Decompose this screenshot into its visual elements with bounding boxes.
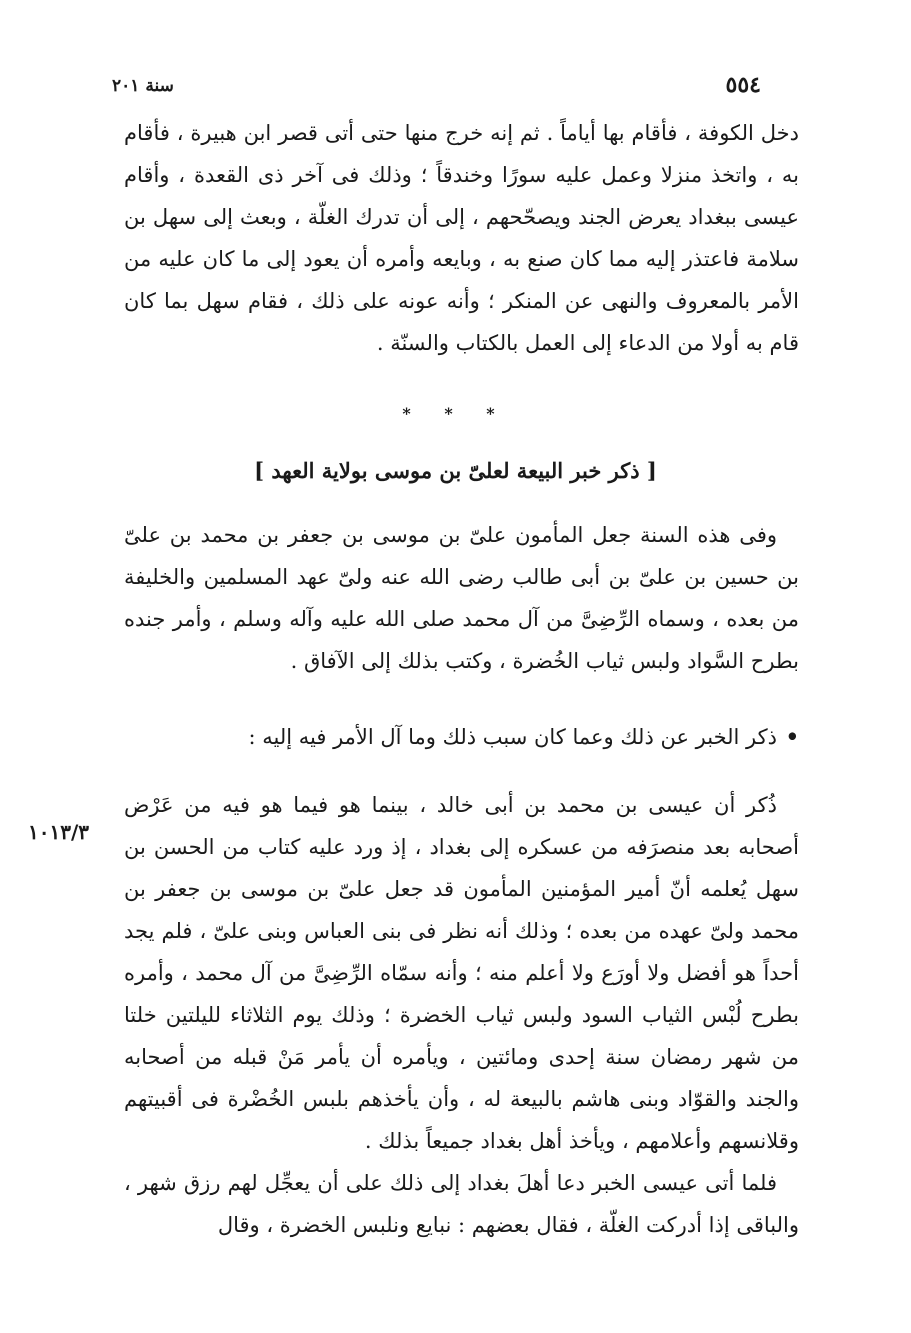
paragraph-text: دخل الكوفة ، فأقام بها أياماً . ثم إنه خرج منها حتى أتى قصر ابن هبيرة ، فأقام به ، واتخذ منزلا وعمل عليه سورًا وخندقاً ؛ وذلك فى آخر ذى القعدة ، وأقام عيسى ببغداد يعرض الجند ويصحّحهم ، إلى أن تدرك الغلّة ، وبعث إلى سهل بن سلامة فاعتذر إليه مما كان صنع به ، وبايعه وأمره أن يعود إلى ما كان عليه من الأمر بالمعروف والنهى عن المنكر ؛ وأنه عونه على ذلك ، فقام سهل بما كان قام به أولا من الدعاء إلى العمل بالكتاب والسنّة . — [124, 121, 799, 355]
paragraph-appointment — [124, 514, 799, 682]
section-heading: [ ذكر خبر البيعة لعلىّ بن موسى بولاية العهد ] — [254, 458, 657, 483]
margin-reference: ١٠١٣/٣ — [28, 820, 90, 844]
page-number: ٥٥٤ — [725, 72, 761, 98]
section-separator: * * * — [402, 404, 509, 423]
paragraph-text: فلما أتى عيسى الخبر دعا أهلَ بغداد إلى ذلك على أن يعجِّل لهم رزق شهر ، والباقى إذا أدركت الغلّة ، فقال بعضهم : نبايع ونلبس الخضرة ، وقال — [124, 1171, 799, 1237]
paragraph-continuation — [124, 112, 799, 364]
subheading-text: ذكر الخبر عن ذلك وعما كان سبب ذلك وما آل الأمر فيه إليه : — [248, 725, 777, 749]
paragraph-report — [124, 784, 799, 1162]
paragraph-final — [124, 1162, 799, 1246]
bullet-icon: • — [785, 724, 799, 749]
subheading-line — [119, 724, 799, 749]
running-head: سنة ٢٠١ — [112, 76, 174, 96]
paragraph-text: وفى هذه السنة جعل المأمون علىّ بن موسى بن جعفر بن محمد بن علىّ بن حسين بن علىّ بن أبى طالب رضى الله عنه ولىّ عهد المسلمين والخليفة من بعده ، وسماه الرِّضِىَّ من آل محمد صلى الله عليه وآله وسلم ، وأمر جنده بطرح السَّواد ولبس ثياب الخُضرة ، وكتب بذلك إلى الآفاق . — [124, 523, 799, 673]
paragraph-text: ذُكر أن عيسى بن محمد بن أبى خالد ، بينما هو فيما هو فيه من عَرْض أصحابه بعد منصرَفه من عسكره إلى بغداد ، إذ ورد عليه كتاب من الحسن بن سهل يُعلمه أنّ أمير المؤمنين المأمون قد جعل علىّ بن موسى بن جعفر بن محمد ولىّ عهده من بعده ؛ وذلك أنه نظر فى بنى العباس وبنى علىّ ، فلم يجد أحداً هو أفضل ولا أورَع ولا أعلم منه ؛ وأنه سمّاه الرِّضِىَّ من آل محمد ، وأمره بطرح لُبْس الثياب السود ولبس ثياب الخضرة ؛ وذلك يوم الثلاثاء لليلتين خلتا من شهر رمضان سنة إحدى ومائتين ، ويأمره أن يأمر مَنْ قبله من أصحابه والجند والقوّاد وبنى هاشم بالبيعة له ، وأن يأخذهم بلبس الخُضْرة فى أقبيتهم وقلانسهم وأعلامهم ، ويأخذ أهل بغداد جميعاً بذلك . — [124, 793, 799, 1153]
